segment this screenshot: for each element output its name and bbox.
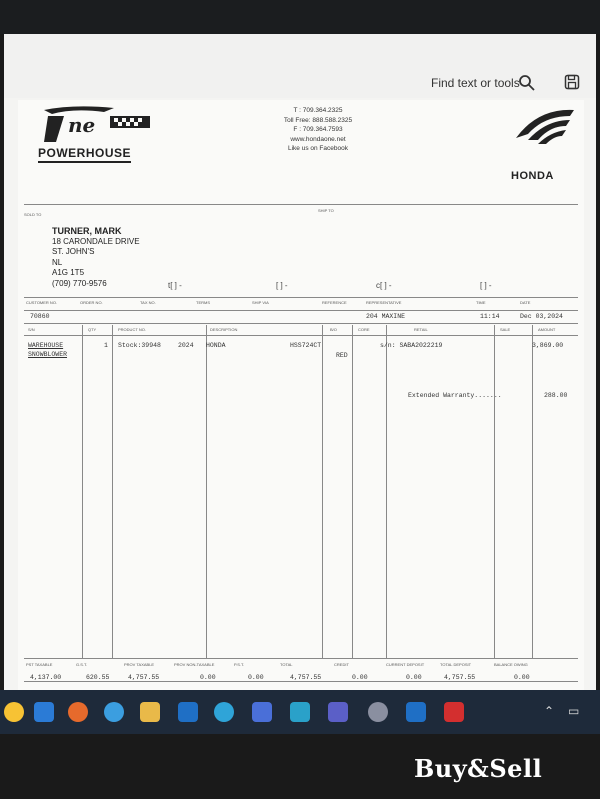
phone-line: T : 709.364.2325	[293, 107, 343, 114]
sold-to-label: SOLD TO	[24, 212, 42, 217]
column-line	[112, 325, 113, 658]
file-explorer-icon[interactable]	[140, 702, 160, 722]
customer-address: 18 CARONDALE DRIVE	[52, 236, 140, 246]
column-line	[386, 325, 387, 658]
header-cell: S/N	[28, 327, 35, 332]
customer-name: TURNER, MARK	[52, 226, 122, 236]
honda-wing-logo	[508, 104, 578, 154]
header-cell: DESCRIPTION	[210, 327, 238, 332]
header-cell: PROV TAXABLE	[124, 662, 155, 667]
monitor-bezel-top	[0, 0, 600, 34]
header-cell: AMOUNT	[538, 327, 556, 332]
item-color: RED	[336, 352, 348, 359]
column-line	[352, 325, 353, 658]
edge-icon[interactable]	[214, 702, 234, 722]
outlook-icon[interactable]	[178, 702, 198, 722]
totals-header-row	[24, 660, 578, 670]
brand-name: HONDA	[511, 170, 554, 182]
header-cell: TOTAL DEPOSIT	[440, 662, 472, 667]
bracket-mark: c[ ] -	[376, 281, 392, 290]
firefox-icon[interactable]	[68, 702, 88, 722]
pst-amount: 0.00	[248, 674, 264, 681]
network-icon[interactable]: ▭	[568, 704, 580, 718]
invoice-document	[18, 100, 584, 700]
column-line	[322, 325, 323, 658]
bracket-mark: t[ ] -	[168, 281, 182, 290]
prov-non-taxable: 0.00	[200, 674, 216, 681]
app-icon[interactable]	[290, 702, 310, 722]
save-icon[interactable]	[564, 74, 580, 90]
customer-province: NL	[52, 257, 63, 267]
item-qty: 1	[104, 342, 108, 349]
item-location: WAREHOUSE	[28, 342, 64, 349]
header-cell: REFERENCE	[322, 300, 347, 305]
gst-amount: 620.55	[86, 674, 110, 681]
app-icon[interactable]	[252, 702, 272, 722]
order-date: Dec 03,2024	[520, 313, 563, 320]
buy-sell-watermark: Buy&Sell	[414, 754, 543, 783]
viewer-toolbar	[4, 34, 596, 98]
warranty-description: Extended Warranty.......	[408, 392, 502, 399]
item-year: 2024	[178, 342, 194, 349]
header-cell: SHIP VIA	[252, 300, 269, 305]
header-cell: CURRENT DEPOSIT	[386, 662, 425, 667]
item-stock: Stock:39948	[118, 342, 161, 349]
facebook-line: Like us on Facebook	[288, 145, 348, 152]
teams-icon[interactable]	[328, 702, 348, 722]
total-amount-cell: 4,757.55	[290, 674, 322, 681]
taskbar	[0, 690, 600, 734]
items-table	[24, 336, 578, 659]
column-line	[532, 325, 533, 658]
header-cell: BALANCE OWING	[494, 662, 528, 667]
website-line: www.hondaone.net	[290, 135, 346, 143]
header-cell: SALE	[500, 327, 511, 332]
item-make: HONDA	[206, 342, 226, 349]
bracket-mark: [ ] -	[276, 281, 288, 290]
column-line	[82, 325, 83, 658]
dealer-contact	[258, 106, 378, 154]
header-cell: DATE	[520, 300, 531, 305]
item-amount: 3,869.00	[532, 342, 564, 349]
header-cell: B/O	[330, 327, 337, 332]
column-line	[206, 325, 207, 658]
browser-icon[interactable]	[104, 702, 124, 722]
header-cell: G.S.T.	[76, 662, 88, 667]
header-cell: PROV NON-TAXABLE	[174, 662, 215, 667]
header-cell: TAX NO.	[140, 300, 156, 305]
customer-block	[52, 226, 140, 289]
order-value-row	[24, 310, 578, 324]
item-category: SNOWBLOWER	[28, 351, 68, 358]
header-cell: TOTAL	[280, 662, 293, 667]
customer-no: 70860	[30, 313, 50, 320]
pdf-viewer-window	[4, 34, 596, 690]
search-icon[interactable]	[518, 74, 536, 92]
order-time: 11:14	[480, 313, 500, 320]
prov-taxable: 4,757.55	[128, 674, 160, 681]
start-icon[interactable]	[34, 702, 54, 722]
dealer-name: POWERHOUSE	[38, 146, 131, 163]
pst-taxable: 4,137.00	[30, 674, 62, 681]
outlook-icon[interactable]	[406, 702, 426, 722]
customer-city: ST. JOHN'S	[52, 247, 95, 256]
item-model: HSS724CT	[290, 342, 322, 349]
acrobat-icon[interactable]	[444, 702, 464, 722]
total-deposit: 4,757.55	[444, 674, 476, 681]
find-text-tools-button[interactable]: Find text or tools	[431, 76, 520, 90]
chevron-up-icon[interactable]: ⌃	[544, 704, 555, 718]
header-cell: QTY	[88, 327, 97, 332]
divider	[24, 204, 578, 205]
header-cell: PST TAXABLE	[26, 662, 53, 667]
header-cell: P.S.T.	[234, 662, 245, 667]
bracket-mark: [ ] -	[480, 281, 492, 290]
fax-line: F : 709.364.7593	[293, 126, 343, 133]
svg-text:ne: ne	[68, 113, 96, 137]
header-cell: ORDER NO.	[80, 300, 103, 305]
balance-owing: 0.00	[514, 674, 530, 681]
chrome-icon[interactable]	[4, 702, 24, 722]
item-serial: s/n: SABA2022219	[380, 342, 443, 349]
representative: 204 MAXINE	[366, 313, 406, 320]
warranty-amount: 288.00	[544, 392, 568, 399]
customer-phone: (709) 770-9576	[52, 278, 107, 288]
credit-amount: 0.00	[352, 674, 368, 681]
header-cell: REPRESENTATIVE	[366, 300, 402, 305]
header-cell: CUSTOMER NO.	[26, 300, 58, 305]
ship-to-label: SHIP TO	[318, 208, 334, 213]
app-icon[interactable]	[368, 702, 388, 722]
totals-value-row	[24, 671, 578, 682]
header-cell: PRODUCT NO.	[118, 327, 146, 332]
header-cell: CREDIT	[334, 662, 349, 667]
header-cell: TIME	[476, 300, 486, 305]
current-deposit: 0.00	[406, 674, 422, 681]
customer-postal: A1G 1T5	[52, 268, 85, 277]
header-cell: CORE	[358, 327, 370, 332]
column-line	[494, 325, 495, 658]
tollfree-line: Toll Free: 888.588.2325	[283, 116, 353, 124]
header-cell: TERMS	[196, 300, 210, 305]
header-cell: RETAIL	[414, 327, 428, 332]
order-header-row	[24, 297, 578, 311]
